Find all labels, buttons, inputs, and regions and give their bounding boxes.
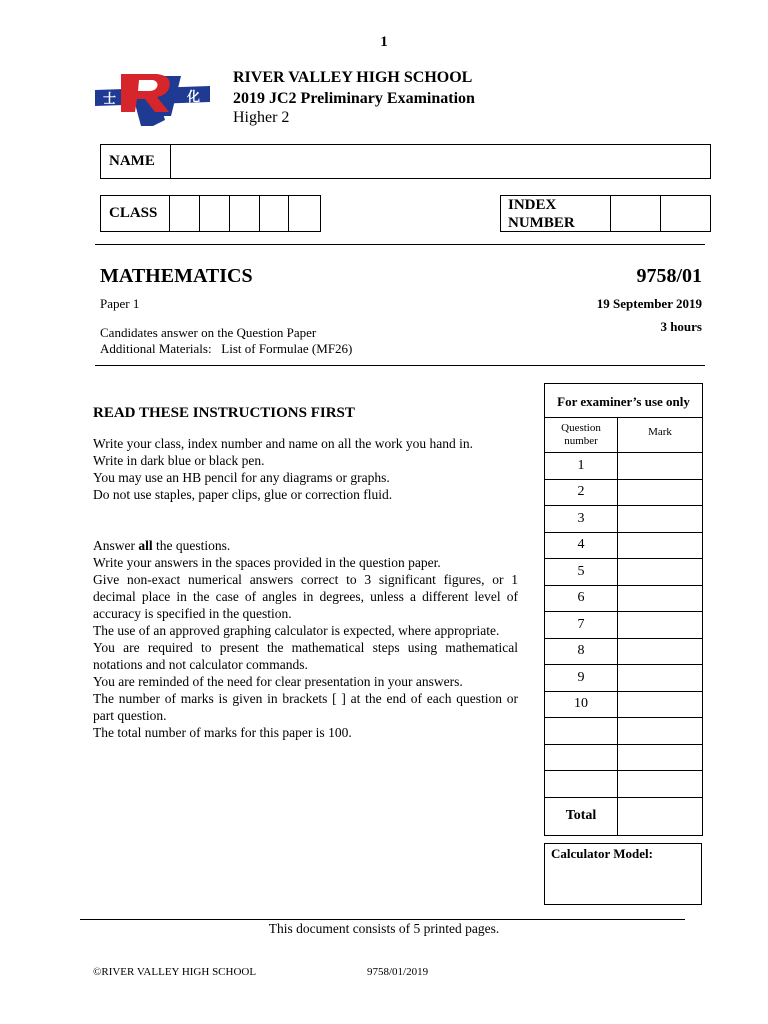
instruction-line: Give non-exact numerical answers correct to 3 significant figures, or 1 decimal place in the case of angles in degrees, unless a different level of accuracy is specified in the question. (93, 572, 518, 621)
question-number: 7 (545, 612, 618, 639)
question-number: 9 (545, 665, 618, 692)
instructions-heading: READ THESE INSTRUCTIONS FIRST (93, 405, 355, 421)
question-number: 2 (545, 479, 618, 506)
instruction-line (93, 537, 518, 554)
calculator-model-label: Calculator Model: (551, 846, 653, 861)
class-cell[interactable] (200, 196, 230, 231)
mark-cell[interactable] (618, 718, 703, 745)
question-number: 6 (545, 585, 618, 612)
index-number-label (501, 196, 611, 231)
mark-cell[interactable] (618, 479, 703, 506)
class-cell[interactable] (170, 196, 200, 231)
examiner-table (544, 383, 703, 836)
mark-cell[interactable] (618, 585, 703, 612)
class-cell[interactable] (289, 196, 320, 231)
mark-cell[interactable] (618, 612, 703, 639)
exam-date: 19 September 2019 (596, 296, 702, 311)
candidate-notes (100, 325, 352, 357)
mark-cell[interactable] (618, 744, 703, 771)
name-field[interactable] (100, 144, 711, 179)
exam-duration: 3 hours (660, 319, 702, 334)
table-row (545, 771, 703, 798)
question-number (545, 718, 618, 745)
paper-code: 9758/01 (636, 265, 702, 287)
additional-materials: Additional Materials: List of Formulae (MF26) (100, 341, 353, 356)
mark-cell[interactable] (618, 665, 703, 692)
svg-text:化: 化 (187, 90, 201, 105)
mark-cell[interactable] (618, 532, 703, 559)
instructions-block-1 (93, 435, 518, 503)
name-label: NAME (101, 145, 171, 178)
table-row (545, 691, 703, 718)
table-row (545, 665, 703, 692)
question-number-header: Question number (545, 418, 618, 453)
divider (80, 919, 685, 920)
class-label: CLASS (101, 196, 170, 231)
mark-cell[interactable] (618, 559, 703, 586)
instruction-line: Write in dark blue or black pen. (93, 453, 265, 468)
table-row (545, 532, 703, 559)
mark-cell[interactable] (618, 453, 703, 480)
index-cell[interactable] (661, 196, 710, 231)
question-number: 4 (545, 532, 618, 559)
total-row (545, 797, 703, 835)
table-row (545, 744, 703, 771)
svg-text:士: 士 (103, 92, 117, 107)
table-row (545, 638, 703, 665)
table-row (545, 612, 703, 639)
instruction-line: Write your class, index number and name on all the work you hand in. (93, 436, 473, 451)
calculator-model-field[interactable] (544, 843, 702, 905)
question-number: 8 (545, 638, 618, 665)
table-row (545, 718, 703, 745)
index-label-line1: INDEX (508, 197, 557, 213)
question-number: 5 (545, 559, 618, 586)
divider (95, 244, 705, 245)
school-logo (95, 70, 210, 128)
question-number: 1 (545, 453, 618, 480)
class-field[interactable] (100, 195, 321, 232)
exam-title: 2019 JC2 Preliminary Examination (233, 90, 475, 107)
question-number (545, 744, 618, 771)
table-row (545, 506, 703, 533)
class-cell[interactable] (260, 196, 290, 231)
answer-all: all (138, 538, 153, 553)
mark-cell[interactable] (618, 771, 703, 798)
instruction-line: The number of marks is given in brackets [ ] at the end of each question or part question. (93, 691, 518, 723)
total-mark-cell[interactable] (618, 797, 703, 835)
school-name: RIVER VALLEY HIGH SCHOOL (233, 69, 473, 86)
instruction-line: The total number of marks for this paper is 100. (93, 725, 352, 740)
page-number: 1 (380, 34, 388, 50)
instruction-line: You may use an HB pencil for any diagrams or graphs. (93, 470, 390, 485)
index-number-field[interactable] (500, 195, 711, 232)
class-cell[interactable] (230, 196, 260, 231)
table-row (545, 453, 703, 480)
mark-cell[interactable] (618, 506, 703, 533)
question-number: 10 (545, 691, 618, 718)
table-row (545, 479, 703, 506)
mark-header: Mark (618, 418, 703, 453)
instruction-line: Write your answers in the spaces provided in the question paper. (93, 555, 441, 570)
index-cell[interactable] (611, 196, 661, 231)
instructions-block-2 (93, 537, 518, 741)
exam-level: Higher 2 (233, 109, 290, 126)
index-label-line2: NUMBER (508, 215, 575, 231)
copyright: ©RIVER VALLEY HIGH SCHOOL (93, 966, 257, 978)
mark-cell[interactable] (618, 691, 703, 718)
divider (95, 365, 705, 366)
page-count-note: This document consists of 5 printed pages. (268, 921, 500, 936)
answer-note: Candidates answer on the Question Paper (100, 325, 317, 340)
instruction-line: You are reminded of the need for clear presentation in your answers. (93, 674, 463, 689)
table-row (545, 559, 703, 586)
question-number: 3 (545, 506, 618, 533)
instruction-line: Do not use staples, paper clips, glue or correction fluid. (93, 487, 393, 502)
answer-suffix: the questions. (152, 538, 231, 553)
instruction-line: The use of an approved graphing calculator is expected, where appropriate. (93, 623, 500, 638)
subject-title: MATHEMATICS (100, 265, 253, 287)
answer-prefix: Answer (93, 538, 139, 553)
table-row (545, 585, 703, 612)
examiner-table-heading: For examiner’s use only (545, 384, 703, 418)
footer-code: 9758/01/2019 (367, 966, 429, 978)
paper-number: Paper 1 (100, 296, 140, 311)
total-label: Total (545, 797, 618, 835)
mark-cell[interactable] (618, 638, 703, 665)
question-number (545, 771, 618, 798)
instruction-line: You are required to present the mathematical steps using mathematical notations and not calculator commands. (93, 640, 518, 672)
